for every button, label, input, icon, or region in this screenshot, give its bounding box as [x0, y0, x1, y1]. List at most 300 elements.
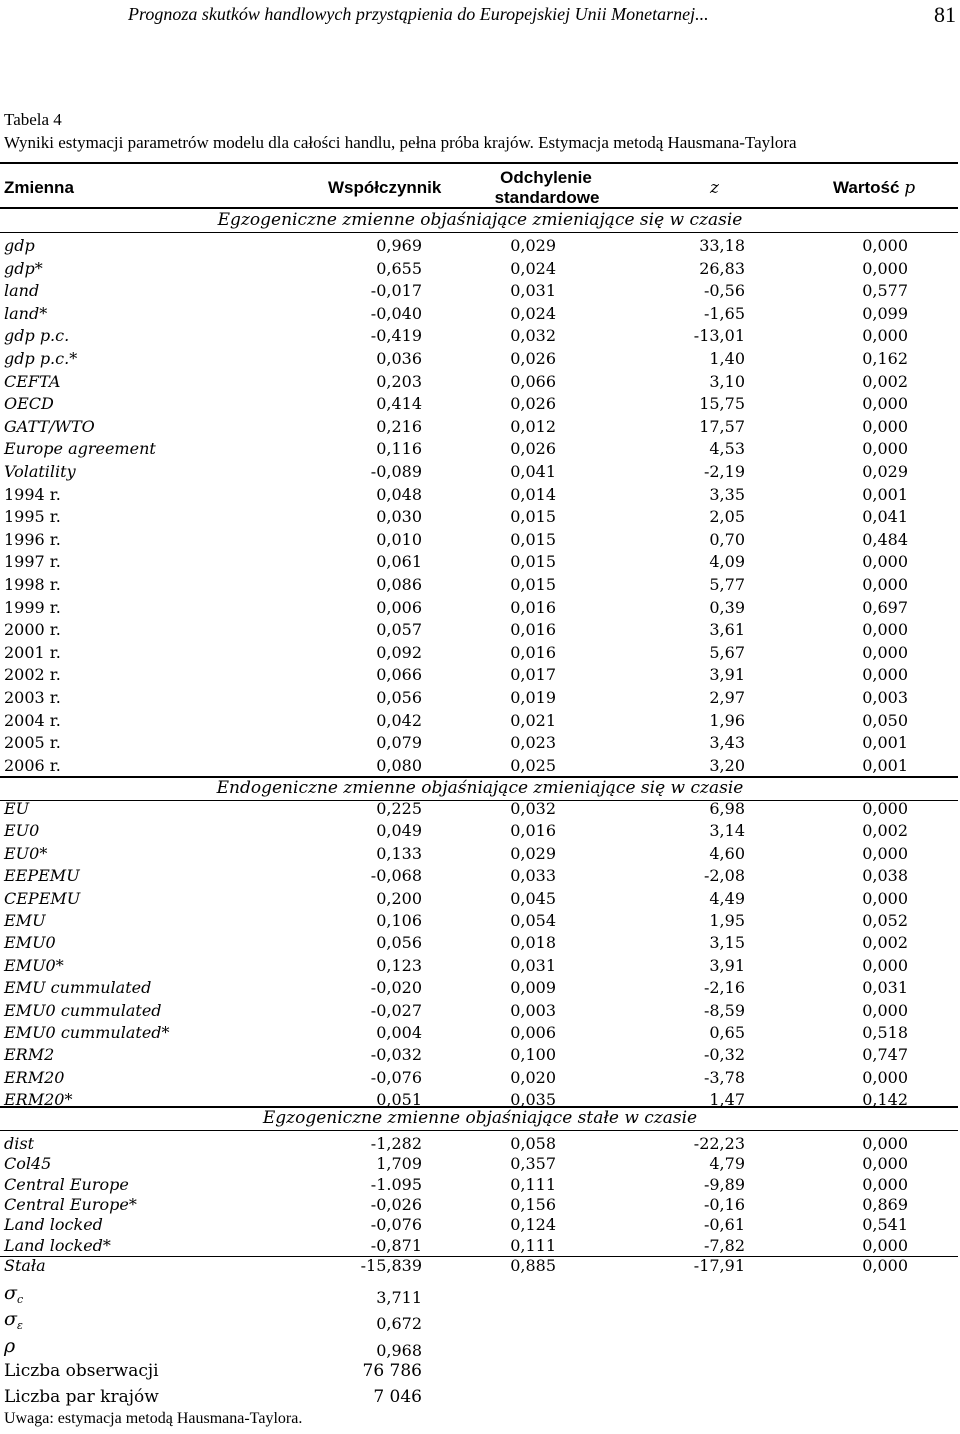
z-cell: 2,05 — [709, 507, 745, 527]
table-row — [0, 1195, 960, 1217]
statistic-symbol — [4, 1282, 23, 1306]
table-row — [0, 304, 960, 326]
coefficient-cell: 0,056 — [376, 933, 422, 953]
variable-cell: Central Europe* — [4, 1194, 137, 1214]
p-value-cell: 0,541 — [862, 1215, 908, 1235]
p-value-cell: 0,484 — [862, 529, 908, 549]
table-top-rule — [0, 162, 958, 164]
z-cell: -13,01 — [693, 326, 745, 346]
variable-cell: 1997 r. — [4, 552, 61, 572]
z-cell: 3,20 — [709, 755, 745, 775]
variable-cell: EU — [4, 799, 30, 818]
coefficient-cell: 0,092 — [376, 642, 422, 662]
p-value-cell: 0,000 — [862, 888, 908, 908]
variable-cell: 1999 r. — [4, 597, 61, 617]
z-cell: -8,59 — [703, 1000, 745, 1020]
std-error-cell: 0,024 — [510, 258, 556, 278]
z-cell: 4,60 — [709, 843, 745, 863]
table-row — [0, 956, 960, 978]
coefficient-cell: 1,709 — [376, 1154, 422, 1174]
p-value-cell: 0,000 — [862, 258, 908, 278]
variable-cell: ERM20 — [4, 1067, 65, 1087]
table-row — [0, 236, 960, 258]
table-row — [0, 1236, 960, 1258]
z-cell: 3,91 — [709, 955, 745, 975]
z-cell: -0,16 — [703, 1194, 745, 1214]
p-value-cell: 0,000 — [862, 1134, 908, 1153]
subscript: c — [16, 1293, 24, 1306]
coefficient-cell: -15,839 — [360, 1255, 422, 1275]
variable-cell: 1995 r. — [4, 507, 61, 527]
p-value-cell: 0,000 — [862, 620, 908, 640]
p-value-cell: 0,000 — [862, 1174, 908, 1194]
coefficient-cell: 0,049 — [376, 821, 422, 841]
variable-cell: Stała — [4, 1255, 46, 1275]
p-value-cell: 0,000 — [862, 799, 908, 818]
table-row — [0, 372, 960, 394]
std-error-cell: 0,156 — [510, 1194, 556, 1214]
table-row — [0, 1134, 960, 1156]
table-row — [0, 799, 960, 821]
p-value-cell: 0,001 — [862, 733, 908, 753]
constant-row-rule — [0, 1256, 958, 1257]
table-row — [0, 1154, 960, 1176]
p-value-cell: 0,000 — [862, 1154, 908, 1174]
section-underline — [0, 1130, 958, 1131]
variable-cell: OECD — [4, 394, 54, 414]
table-row — [0, 598, 960, 620]
std-error-cell: 0,015 — [510, 507, 556, 527]
variable-cell: EEPEMU — [4, 866, 80, 886]
std-error-cell: 0,015 — [510, 575, 556, 594]
std-error-cell: 0,012 — [510, 416, 556, 436]
table-row — [0, 462, 960, 484]
table-row — [0, 394, 960, 416]
p-value-cell: 0,001 — [862, 755, 908, 775]
section-title: Egzogeniczne zmienne objaśniające stałe w czasie — [262, 1108, 698, 1128]
header-se-line1: Odchylenie — [500, 168, 592, 187]
z-cell: 0,65 — [709, 1023, 745, 1042]
std-error-cell: 0,003 — [510, 1000, 556, 1020]
z-cell: 3,14 — [709, 821, 745, 841]
z-cell: 4,49 — [709, 888, 745, 908]
z-cell: -2,19 — [703, 462, 745, 481]
variable-cell: EMU0 cummulated* — [4, 1023, 170, 1042]
std-error-cell: 0,041 — [510, 462, 556, 481]
variable-cell: 2003 r. — [4, 688, 61, 707]
statistic-value: 0,672 — [376, 1314, 422, 1333]
table-row — [0, 821, 960, 843]
coefficient-cell: 0,036 — [376, 349, 422, 368]
coefficient-cell: 0,010 — [376, 529, 422, 549]
coefficient-cell: -0,068 — [370, 866, 422, 886]
variable-cell: 2004 r. — [4, 710, 61, 730]
std-error-cell: 0,111 — [510, 1174, 556, 1194]
coefficient-cell: 0,057 — [376, 620, 422, 640]
variable-cell: EMU0 — [4, 933, 56, 953]
p-value-cell: 0,747 — [862, 1045, 908, 1065]
std-error-cell: 0,124 — [510, 1215, 556, 1235]
header-coefficient: Współczynnik — [328, 178, 442, 197]
variable-cell: EMU0* — [4, 955, 64, 975]
variable-cell: ERM2 — [4, 1045, 55, 1065]
z-cell: 15,75 — [699, 394, 745, 414]
statistic-row — [0, 1308, 960, 1333]
variable-cell: CEPEMU — [4, 888, 81, 908]
std-error-cell: 0,032 — [510, 799, 556, 818]
section-underline — [0, 232, 958, 233]
coefficient-cell: -0,017 — [370, 281, 422, 301]
section-title: Endogeniczne zmienne objaśniające zmieniające się w czasie — [216, 778, 744, 798]
variable-cell: EU0 — [4, 821, 40, 841]
p-value-cell: 0,000 — [862, 236, 908, 255]
z-cell: 3,35 — [709, 484, 745, 504]
std-error-cell: 0,031 — [510, 955, 556, 975]
z-cell: 26,83 — [699, 258, 745, 278]
std-error-cell: 0,016 — [510, 821, 556, 841]
table-row — [0, 620, 960, 642]
p-value-cell: 0,000 — [862, 1067, 908, 1087]
std-error-cell: 0,357 — [510, 1154, 556, 1174]
std-error-cell: 0,026 — [510, 439, 556, 459]
greek-letter: σ — [4, 1308, 17, 1330]
statistic-symbol — [4, 1335, 15, 1357]
header-bottom-rule — [0, 207, 958, 209]
table-row — [0, 688, 960, 710]
coefficient-cell: 0,655 — [376, 258, 422, 278]
variable-cell: EMU cummulated — [4, 978, 152, 998]
std-error-cell: 0,016 — [510, 642, 556, 662]
variable-cell: Land locked — [4, 1215, 103, 1235]
z-cell: 3,61 — [709, 620, 745, 640]
table-row — [0, 507, 960, 529]
p-value-cell: 0,002 — [862, 933, 908, 953]
p-value-cell: 0,031 — [862, 978, 908, 998]
p-value-cell: 0,000 — [862, 955, 908, 975]
variable-cell: 1998 r. — [4, 575, 61, 594]
count-row — [0, 1387, 960, 1409]
p-value-cell: 0,041 — [862, 507, 908, 527]
table-row — [0, 756, 960, 778]
p-value-cell: 0,000 — [862, 439, 908, 459]
coefficient-cell: 0,004 — [376, 1023, 422, 1042]
std-error-cell: 0,016 — [510, 597, 556, 617]
p-value-cell: 0,869 — [862, 1194, 908, 1214]
std-error-cell: 0,026 — [510, 394, 556, 414]
table-row — [0, 1068, 960, 1090]
table-row — [0, 281, 960, 303]
table-row — [0, 552, 960, 574]
table-row — [0, 844, 960, 866]
z-cell: 1,96 — [709, 710, 745, 730]
std-error-cell: 0,024 — [510, 303, 556, 323]
z-cell: -0,32 — [703, 1045, 745, 1065]
table-label: Tabela 4 — [4, 110, 62, 129]
p-value-cell: 0,052 — [862, 911, 908, 930]
table-row — [0, 575, 960, 597]
coefficient-cell: -0,076 — [370, 1067, 422, 1087]
coefficient-cell: 0,969 — [376, 236, 422, 255]
z-cell: 6,98 — [709, 799, 745, 818]
coefficient-cell: 0,066 — [376, 665, 422, 685]
coefficient-cell: 0,200 — [376, 888, 422, 908]
running-header — [0, 4, 960, 28]
z-cell: -0,61 — [703, 1215, 745, 1235]
p-value-cell: 0,000 — [862, 642, 908, 662]
p-value-cell: 0,697 — [862, 597, 908, 617]
header-p-symbol: p — [904, 178, 916, 198]
coefficient-cell: -0,020 — [370, 978, 422, 998]
header-z: z — [710, 178, 719, 198]
subscript: ε — [16, 1319, 23, 1332]
std-error-cell: 0,006 — [510, 1023, 556, 1042]
p-value-cell: 0,038 — [862, 866, 908, 886]
variable-cell: 1996 r. — [4, 529, 61, 549]
z-cell: 4,09 — [709, 552, 745, 572]
p-value-cell: 0,000 — [862, 843, 908, 863]
std-error-cell: 0,054 — [510, 911, 556, 930]
z-cell: 0,70 — [709, 529, 745, 549]
std-error-cell: 0,026 — [510, 349, 556, 368]
z-cell: -9,89 — [703, 1174, 745, 1194]
std-error-cell: 0,018 — [510, 933, 556, 953]
coefficient-cell: 0,116 — [376, 439, 422, 459]
z-cell: -17,91 — [693, 1255, 745, 1275]
std-error-cell: 0,058 — [510, 1134, 556, 1153]
variable-cell: Volatility — [4, 462, 76, 481]
table-row — [0, 643, 960, 665]
count-value: 7 046 — [373, 1387, 422, 1407]
variable-cell: 1994 r. — [4, 484, 61, 504]
p-value-cell: 0,162 — [862, 349, 908, 368]
coefficient-cell: 0,048 — [376, 484, 422, 504]
variable-cell: CEFTA — [4, 371, 61, 391]
variable-cell: gdp* — [4, 258, 43, 278]
coefficient-cell: 0,414 — [376, 394, 422, 414]
variable-cell: dist — [4, 1134, 34, 1153]
table-row — [0, 485, 960, 507]
std-error-cell: 0,021 — [510, 710, 556, 730]
count-label: Liczba par krajów — [4, 1387, 159, 1407]
variable-cell: Col45 — [4, 1154, 52, 1174]
variable-cell: 2006 r. — [4, 755, 61, 775]
coefficient-cell: 0,133 — [376, 843, 422, 863]
header-se-line2: standardowe — [494, 188, 600, 207]
p-value-cell: 0,000 — [862, 326, 908, 346]
table-row — [0, 978, 960, 1000]
p-value-cell: 0,099 — [862, 303, 908, 323]
std-error-cell: 0,031 — [510, 281, 556, 301]
z-cell: 4,79 — [709, 1154, 745, 1174]
section-title: Egzogeniczne zmienne objaśniające zmieniające się w czasie — [217, 210, 743, 230]
z-cell: -2,16 — [703, 978, 745, 998]
table-row — [0, 933, 960, 955]
statistic-symbol — [4, 1308, 23, 1332]
z-cell: 4,53 — [709, 439, 745, 459]
coefficient-cell: 0,079 — [376, 733, 422, 753]
table-row — [0, 733, 960, 755]
z-cell: 3,43 — [709, 733, 745, 753]
p-value-cell: 0,050 — [862, 710, 908, 730]
coefficient-cell: -0,871 — [370, 1235, 422, 1255]
z-cell: 2,97 — [709, 688, 745, 707]
coefficient-cell: -0,026 — [370, 1194, 422, 1214]
std-error-cell: 0,009 — [510, 978, 556, 998]
z-cell: 3,91 — [709, 665, 745, 685]
table-note: Uwaga: estymacja metodą Hausmana-Taylora. — [4, 1410, 303, 1427]
coefficient-cell: 0,216 — [376, 416, 422, 436]
std-error-cell: 0,029 — [510, 843, 556, 863]
table-row — [0, 417, 960, 439]
coefficient-cell: -0,419 — [370, 326, 422, 346]
std-error-cell: 0,020 — [510, 1067, 556, 1087]
p-value-cell: 0,000 — [862, 1255, 908, 1275]
table-row — [0, 665, 960, 687]
coefficient-cell: 0,042 — [376, 710, 422, 730]
count-label: Liczba obserwacji — [4, 1361, 159, 1381]
variable-cell: GATT/WTO — [4, 416, 95, 436]
variable-cell: 2002 r. — [4, 665, 61, 685]
coefficient-cell: -0,089 — [370, 462, 422, 481]
std-error-cell: 0,023 — [510, 733, 556, 753]
table-row — [0, 1045, 960, 1067]
p-value-cell: 0,000 — [862, 552, 908, 572]
z-cell: 5,67 — [709, 642, 745, 662]
p-value-cell: 0,001 — [862, 484, 908, 504]
coefficient-cell: 0,086 — [376, 575, 422, 594]
coefficient-cell: 0,225 — [376, 799, 422, 818]
variable-cell: Europe agreement — [4, 439, 156, 459]
coefficient-cell: -0,076 — [370, 1215, 422, 1235]
p-value-cell: 0,000 — [862, 416, 908, 436]
z-cell: -0,56 — [703, 281, 745, 301]
variable-cell: EMU — [4, 911, 46, 930]
z-cell: -3,78 — [703, 1067, 745, 1087]
std-error-cell: 0,035 — [510, 1090, 556, 1110]
z-cell: -22,23 — [693, 1134, 745, 1153]
table-row — [0, 326, 960, 348]
table-row — [0, 349, 960, 371]
std-error-cell: 0,019 — [510, 688, 556, 707]
count-row — [0, 1361, 960, 1383]
z-cell: -7,82 — [703, 1235, 745, 1255]
variable-cell: land — [4, 281, 40, 301]
variable-cell: land* — [4, 303, 48, 323]
running-title: Prognoza skutków handlowych przystąpienia do Europejskiej Unii Monetarnej... — [128, 4, 709, 24]
std-error-cell: 0,015 — [510, 529, 556, 549]
statistic-value: 0,968 — [376, 1341, 422, 1360]
variable-cell: gdp — [4, 236, 35, 255]
p-value-cell: 0,000 — [862, 1000, 908, 1020]
std-error-cell: 0,032 — [510, 326, 556, 346]
p-value-cell: 0,002 — [862, 821, 908, 841]
coefficient-cell: -0,032 — [370, 1045, 422, 1065]
std-error-cell: 0,014 — [510, 484, 556, 504]
coefficient-cell: 0,051 — [376, 1090, 422, 1110]
std-error-cell: 0,029 — [510, 236, 556, 255]
std-error-cell: 0,025 — [510, 755, 556, 775]
std-error-cell: 0,885 — [510, 1255, 556, 1275]
p-value-cell: 0,518 — [862, 1023, 908, 1042]
table-row — [0, 259, 960, 281]
table-row — [0, 1256, 960, 1278]
p-value-cell: 0,142 — [862, 1090, 908, 1110]
variable-cell: gdp p.c. — [4, 326, 70, 346]
variable-cell: ERM20* — [4, 1090, 73, 1110]
table-row — [0, 866, 960, 888]
p-value-cell: 0,000 — [862, 665, 908, 685]
std-error-cell: 0,100 — [510, 1045, 556, 1065]
table-row — [0, 1175, 960, 1197]
coefficient-cell: -0,027 — [370, 1000, 422, 1020]
std-error-cell: 0,066 — [510, 371, 556, 391]
header-variable: Zmienna — [4, 178, 74, 197]
count-value: 76 786 — [362, 1361, 422, 1381]
p-value-cell: 0,000 — [862, 394, 908, 414]
z-cell: -1,65 — [703, 303, 745, 323]
coefficient-cell: 0,006 — [376, 597, 422, 617]
z-cell: 3,10 — [709, 371, 745, 391]
p-value-cell: 0,000 — [862, 1235, 908, 1255]
p-value-cell: 0,002 — [862, 371, 908, 391]
std-error-cell: 0,111 — [510, 1235, 556, 1255]
table-row — [0, 1023, 960, 1045]
coefficient-cell: 0,203 — [376, 371, 422, 391]
coefficient-cell: 0,106 — [376, 911, 422, 930]
coefficient-cell: 0,080 — [376, 755, 422, 775]
std-error-cell: 0,045 — [510, 888, 556, 908]
table-row — [0, 911, 960, 933]
variable-cell: 2000 r. — [4, 620, 61, 640]
z-cell: 33,18 — [699, 236, 745, 255]
p-value-cell: 0,003 — [862, 688, 908, 707]
coefficient-cell: 0,030 — [376, 507, 422, 527]
z-cell: 1,47 — [709, 1090, 745, 1110]
variable-cell: Central Europe — [4, 1174, 129, 1194]
page-number: 81 — [934, 2, 956, 27]
statistic-value: 3,711 — [376, 1288, 422, 1307]
std-error-cell: 0,015 — [510, 552, 556, 572]
statistic-row — [0, 1282, 960, 1307]
header-p-value — [833, 178, 915, 198]
greek-letter: σ — [4, 1282, 17, 1304]
z-cell: 1,95 — [709, 911, 745, 930]
header-p-prefix: Wartość — [833, 178, 900, 197]
std-error-cell: 0,017 — [510, 665, 556, 685]
z-cell: 5,77 — [709, 575, 745, 594]
z-cell: -2,08 — [703, 866, 745, 886]
table-row — [0, 1001, 960, 1023]
p-value-cell: 0,029 — [862, 462, 908, 481]
variable-cell: EMU0 cummulated — [4, 1000, 162, 1020]
table-row — [0, 711, 960, 733]
coefficient-cell: -0,040 — [370, 303, 422, 323]
greek-letter: ρ — [4, 1335, 16, 1357]
table-title: Wyniki estymacji parametrów modelu dla całości handlu, pełna próba krajów. Estymacja metodą Hausmana-Taylora — [4, 133, 797, 152]
coefficient-cell: 0,061 — [376, 552, 422, 572]
coefficient-cell: 0,056 — [376, 688, 422, 707]
std-error-cell: 0,033 — [510, 866, 556, 886]
table-row — [0, 889, 960, 911]
variable-cell: 2005 r. — [4, 733, 61, 753]
variable-cell: gdp p.c.* — [4, 349, 78, 368]
variable-cell: Land locked* — [4, 1235, 111, 1255]
statistic-row — [0, 1335, 960, 1360]
coefficient-cell: -1.095 — [370, 1174, 422, 1194]
table-row — [0, 439, 960, 461]
z-cell: 0,39 — [709, 597, 745, 617]
coefficient-cell: -1,282 — [370, 1134, 422, 1153]
